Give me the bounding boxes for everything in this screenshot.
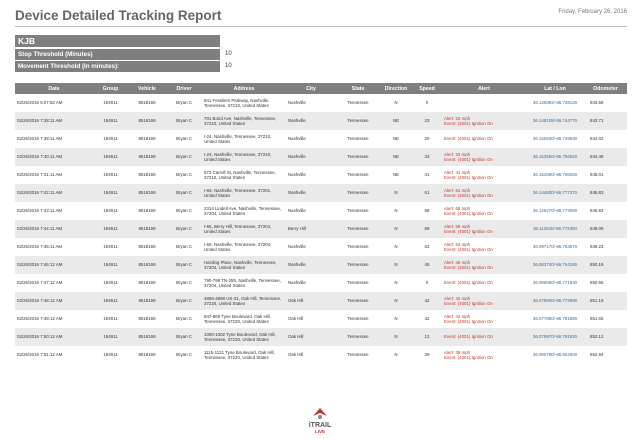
row-city: Nashville <box>288 280 306 286</box>
col-header: City <box>286 83 336 94</box>
row-group: 194911 <box>103 100 118 106</box>
header-divider <box>15 26 627 27</box>
row-address: 2314 Lindell Ave, Nashville, Tennessee, 37204, United States <box>204 205 282 216</box>
row-group: 194911 <box>103 244 118 250</box>
row-state: Tennessee <box>347 208 369 214</box>
table-row <box>15 256 627 274</box>
row-latlon-link[interactable]: 36.080790/-86.802000 <box>532 352 578 358</box>
row-speed: 39 <box>424 352 430 358</box>
row-latlon-link[interactable]: 36.112540/-86.772300 <box>526 220 584 238</box>
row-odometer: 850.19 <box>584 256 627 274</box>
row-address: 572 Carroll St, Nashville, Tennessee, 37210, United States <box>204 169 276 180</box>
alert-speed: Alert: 68 mph <box>444 205 471 211</box>
stop-threshold-value: 10 <box>225 51 232 57</box>
table-header-row <box>15 83 627 94</box>
col-header: Group <box>93 83 128 94</box>
row-group: 194911 <box>103 136 118 142</box>
row-city: Nashville <box>288 136 306 142</box>
row-city: Berry Hill <box>286 220 336 238</box>
row-vehicle: 8518169 <box>138 136 156 142</box>
row-state: Tennessee <box>336 292 380 310</box>
table-row <box>15 184 627 202</box>
row-alert <box>442 346 526 364</box>
row-group: 194911 <box>93 220 128 238</box>
row-city: Nashville <box>288 172 306 178</box>
row-speed: 42 <box>424 316 430 322</box>
row-odometer: 852.12 <box>584 328 627 346</box>
row-city: Nashville <box>286 112 336 130</box>
row-odometer: 843.71 <box>584 112 627 130</box>
svg-text:LIVE: LIVE <box>314 429 326 434</box>
report-title: Device Detailed Tracking Report <box>15 8 222 23</box>
alert-event: Event: (4001) Ignition On <box>444 211 493 216</box>
row-state: Tennessee <box>336 328 380 346</box>
row-latlon-link[interactable]: 36.077850/-86.781880 <box>532 316 578 322</box>
row-group: 194911 <box>103 172 118 178</box>
row-city: Oak Hill <box>286 292 336 310</box>
alert-speed: Alert: 33 mph <box>444 151 471 157</box>
row-alert <box>442 112 526 130</box>
row-vehicle: 8518169 <box>128 220 166 238</box>
row-date: 02/26/2016 7:40:11 AM <box>15 148 93 166</box>
table-row <box>15 130 627 148</box>
row-state: Tennessee <box>336 184 380 202</box>
alert-event: Event: (4001) Ignition On <box>444 334 493 340</box>
table-row <box>15 166 627 184</box>
row-alert <box>442 184 526 202</box>
row-speed: 63 <box>424 244 430 250</box>
row-driver: Bryan C <box>176 208 192 214</box>
row-group: 194911 <box>93 148 128 166</box>
row-date: 02/26/2016 7:42:11 AM <box>15 184 93 202</box>
row-date: 02/26/2016 7:51:12 AM <box>17 352 63 358</box>
alert-event: Event: (4001) Ignition On <box>444 136 493 142</box>
alert-event: Event: (4001) Ignition On <box>444 121 493 126</box>
row-address: Harding Place, Nashville, Tennessee, 37204, United States <box>202 256 286 274</box>
row-date: 02/26/2016 7:41:11 AM <box>17 172 63 178</box>
col-header: Date <box>15 83 93 94</box>
col-header: Odometer <box>584 83 627 94</box>
row-odometer: 844.46 <box>584 148 627 166</box>
alert-speed: Alert: 39 mph <box>444 349 471 355</box>
row-date: 02/26/2016 7:38:11 AM <box>15 112 93 130</box>
alert-speed: Alert: 41 mph <box>444 169 471 175</box>
row-alert <box>442 220 526 238</box>
row-direction: N <box>380 184 412 202</box>
row-odometer: 850.65 <box>590 280 604 286</box>
row-state: Tennessee <box>336 112 380 130</box>
row-address: 4868-4898 US-31, Oak Hill, Tennessee, 37220, United States <box>202 292 286 310</box>
table-row <box>15 238 627 256</box>
svg-text:iTRAIL: iTRAIL <box>308 422 332 429</box>
row-odometer: 845.01 <box>590 172 604 178</box>
row-direction: N <box>380 292 412 310</box>
alert-event: Event: (4001) Ignition On <box>444 229 493 234</box>
row-address: 841 Fessliers Parkway, Nashville, Tennessee, 37210, United States <box>204 97 270 108</box>
table-row <box>15 220 627 238</box>
row-address: I-65, Nashville, Tennessee, 37204, United States <box>204 241 272 252</box>
row-odometer: 849.23 <box>590 244 604 250</box>
row-vehicle: 8518169 <box>138 172 156 178</box>
row-address: 790-798 TN-255, Nashville, Tennessee, 37204, United States <box>204 277 281 288</box>
row-vehicle: 8518169 <box>128 112 166 130</box>
row-driver: Bryan C <box>166 256 202 274</box>
row-driver: Bryan C <box>176 100 192 106</box>
alert-event: Event: (4001) Ignition On <box>444 280 493 286</box>
row-driver: Bryan C <box>166 328 202 346</box>
table-row <box>15 94 627 112</box>
row-latlon-link[interactable]: 36.152660/-86.766260 <box>532 172 578 178</box>
row-state: Tennessee <box>336 220 380 238</box>
row-address: 847-869 Tyne Boulevard, Oak Hill, Tennessee, 37220, United States <box>204 313 271 324</box>
row-driver: Bryan C <box>166 148 202 166</box>
row-group: 194911 <box>103 280 118 286</box>
alert-event: Event: (4001) Ignition On <box>444 175 493 180</box>
row-driver: Bryan C <box>166 292 202 310</box>
row-vehicle: 8518169 <box>138 316 156 322</box>
row-latlon-link[interactable]: 36.097170/-86.763570 <box>532 244 578 250</box>
row-direction: N <box>394 352 398 358</box>
row-speed: 33 <box>412 148 442 166</box>
alert-speed: Alert: 63 mph <box>444 241 471 247</box>
row-date: 02/26/2016 7:50:12 AM <box>15 328 93 346</box>
row-address: I-65, Nashville, Tennessee, 37201, United States <box>202 184 286 202</box>
row-state: Tennessee <box>347 172 369 178</box>
table-row <box>15 274 627 292</box>
row-direction: N <box>394 244 398 250</box>
row-city: Oak Hill <box>286 328 336 346</box>
row-driver: Bryan C <box>166 112 202 130</box>
row-direction: NE <box>392 172 400 178</box>
row-odometer: 844.02 <box>590 136 604 142</box>
row-speed: 69 <box>412 220 442 238</box>
alert-event: Event: (4001) Ignition On <box>444 355 493 360</box>
row-date: 02/26/2016 7:48:12 AM <box>15 292 93 310</box>
row-latlon-link[interactable]: 36.079970/-86.791920 <box>526 328 584 346</box>
row-state: Tennessee <box>347 352 369 358</box>
row-vehicle: 8518169 <box>128 148 166 166</box>
row-odometer: 846.93 <box>590 208 604 214</box>
row-latlon-link[interactable]: 36.148108/-86.744770 <box>526 112 584 130</box>
row-state: Tennessee <box>336 148 380 166</box>
table-row <box>15 148 627 166</box>
row-city: Oak Hill <box>288 316 304 322</box>
row-date: 02/26/2016 7:47:12 AM <box>17 280 63 286</box>
row-direction: N <box>380 220 412 238</box>
col-header: Speed <box>412 83 442 94</box>
row-group: 194911 <box>93 292 128 310</box>
table-row <box>15 112 627 130</box>
row-group: 194911 <box>103 352 118 358</box>
row-address: I-24, Nashville, Tennessee, 37210, United States <box>202 148 286 166</box>
col-header: Direction <box>380 83 412 94</box>
row-direction: N <box>394 208 398 214</box>
col-header: Address <box>202 83 286 94</box>
row-state: Tennessee <box>347 244 369 250</box>
row-speed: 41 <box>424 172 430 178</box>
row-speed: 0 <box>425 100 429 106</box>
row-driver: Bryan C <box>176 244 192 250</box>
row-speed: 23 <box>412 112 442 130</box>
row-alert <box>442 238 526 256</box>
row-alert <box>442 130 526 148</box>
alert-event: Event: (4001) Ignition On <box>444 193 493 198</box>
row-address: I-65, Berry Hill, Tennessee, 37204, United States <box>202 220 286 238</box>
row-state: Tennessee <box>347 280 369 286</box>
row-driver: Bryan C <box>176 280 192 286</box>
row-state: Tennessee <box>347 136 369 142</box>
row-vehicle: 8518169 <box>128 292 166 310</box>
row-speed: 45 <box>412 256 442 274</box>
row-speed: 68 <box>424 208 430 214</box>
row-vehicle: 8518169 <box>138 100 156 106</box>
report-header <box>15 8 627 26</box>
row-vehicle: 8518169 <box>128 184 166 202</box>
row-city: Nashville <box>288 244 306 250</box>
row-vehicle: 8518169 <box>138 352 156 358</box>
row-speed: 61 <box>412 184 442 202</box>
stop-threshold-label: Stop Threshold (Minutes) <box>15 49 220 60</box>
col-header: Lat / Lon <box>526 83 584 94</box>
row-date: 02/26/2016 7:39:11 AM <box>17 136 63 142</box>
alert-event: Event: (4001) Ignition On <box>444 247 493 252</box>
alert-event: Event: (4001) Ignition On <box>444 157 493 162</box>
row-city: Nashville <box>286 148 336 166</box>
table-row <box>15 202 627 220</box>
row-driver: Bryan C <box>176 352 192 358</box>
row-odometer: 851.65 <box>590 316 604 322</box>
row-state: Tennessee <box>347 100 369 106</box>
row-vehicle: 8518169 <box>128 256 166 274</box>
row-city: Nashville <box>288 208 306 214</box>
col-header: Driver <box>166 83 202 94</box>
row-odometer: 848.09 <box>584 220 627 238</box>
row-date: 02/26/2016 7:46:12 AM <box>15 256 93 274</box>
device-info <box>15 35 245 72</box>
col-header: Alert <box>442 83 526 94</box>
row-direction: NE <box>392 136 400 142</box>
row-driver: Bryan C <box>166 184 202 202</box>
alert-event: Event: (4001) Ignition On <box>444 319 493 324</box>
row-latlon-link[interactable]: 36.135992/-86.748130 <box>532 100 578 106</box>
row-odometer: 852.94 <box>590 352 604 358</box>
row-direction: NE <box>380 148 412 166</box>
row-latlon-link[interactable]: 36.078600/-86.772990 <box>526 292 584 310</box>
row-vehicle: 8518169 <box>138 244 156 250</box>
row-group: 194911 <box>93 112 128 130</box>
row-latlon-link[interactable]: 36.128270/-86.773080 <box>532 208 578 214</box>
report-date: Friday, February 26, 2016 <box>558 9 627 15</box>
col-header: Vehicle <box>128 83 166 94</box>
row-alert <box>442 202 526 220</box>
row-alert <box>442 94 526 112</box>
row-date: 02/26/2016 6:07:52 AM <box>17 100 63 106</box>
row-city: Nashville <box>286 184 336 202</box>
row-direction: N <box>394 280 398 286</box>
alert-event: Event: (4001) Ignition On <box>444 265 493 270</box>
row-date: 02/26/2016 7:49:12 AM <box>17 316 63 322</box>
row-latlon-link[interactable]: 36.150630/-86.749530 <box>532 136 578 142</box>
alert-speed: Alert: 61 mph <box>444 187 471 193</box>
row-group: 194911 <box>93 328 128 346</box>
row-address: 1000-1002 Tyne Boulevard, Oak Hill, Tennessee, 37220, United States <box>202 328 286 346</box>
movement-threshold-value: 10 <box>225 63 232 69</box>
row-direction: NE <box>380 112 412 130</box>
alert-speed: Alert: 42 mph <box>444 295 471 301</box>
alert-speed: Alert: 42 mph <box>444 313 471 319</box>
device-name: KJB <box>15 35 220 47</box>
row-vehicle: 8518169 <box>138 280 156 286</box>
table-row <box>15 346 627 364</box>
row-group: 194911 <box>93 256 128 274</box>
row-latlon-link[interactable]: 36.083740/-86.764190 <box>526 256 584 274</box>
table-row <box>15 310 627 328</box>
row-speed: 20 <box>424 136 430 142</box>
row-alert <box>442 148 526 166</box>
row-latlon-link[interactable]: 36.144830/-86.777370 <box>526 184 584 202</box>
row-direction: N <box>380 256 412 274</box>
row-latlon-link[interactable]: 36.086580/-86.771830 <box>532 280 578 286</box>
row-city: Nashville <box>288 100 306 106</box>
table-row <box>15 328 627 346</box>
row-address: 701 Bond Ave, Nashville, Tennessee, 37210, United States <box>202 112 286 130</box>
col-header: State <box>336 83 380 94</box>
row-group: 194911 <box>103 208 118 214</box>
tracking-table <box>15 83 627 364</box>
row-group: 194911 <box>103 316 118 322</box>
alert-speed: Alert: 69 mph <box>444 223 471 229</box>
row-alert <box>442 292 526 310</box>
alert-event: Event: (4001) Ignition On <box>444 301 493 306</box>
table-row <box>15 292 627 310</box>
row-date: 02/26/2016 7:43:11 AM <box>17 208 63 214</box>
row-city: Nashville <box>286 256 336 274</box>
row-state: Tennessee <box>347 316 369 322</box>
row-alert <box>442 166 526 184</box>
row-latlon-link[interactable]: 36.153550/-86.756520 <box>526 148 584 166</box>
row-address: I-24, Nashville, Tennessee, 37210, United States <box>204 133 272 144</box>
row-state: Tennessee <box>336 256 380 274</box>
row-city: Oak Hill <box>288 352 304 358</box>
row-driver: Bryan C <box>176 172 192 178</box>
row-driver: Bryan C <box>166 220 202 238</box>
row-vehicle: 8518169 <box>138 208 156 214</box>
row-alert <box>442 310 526 328</box>
row-alert <box>442 274 526 292</box>
movement-threshold-label: Movement Threshold (In minutes): <box>15 61 220 72</box>
row-driver: Bryan C <box>176 136 192 142</box>
row-direction: N <box>380 328 412 346</box>
row-date: 02/26/2016 7:45:11 AM <box>17 244 63 250</box>
alert-speed: Alert: 45 mph <box>444 259 471 265</box>
row-driver: Bryan C <box>176 316 192 322</box>
row-date: 02/26/2016 7:44:11 AM <box>15 220 93 238</box>
row-odometer: 843.58 <box>590 100 604 106</box>
row-alert <box>442 256 526 274</box>
row-group: 194911 <box>93 184 128 202</box>
row-direction: N <box>394 100 398 106</box>
row-odometer: 845.83 <box>584 184 627 202</box>
row-direction: N <box>394 316 398 322</box>
row-speed: 42 <box>412 292 442 310</box>
row-vehicle: 8518169 <box>128 328 166 346</box>
row-alert <box>442 328 526 346</box>
row-odometer: 851.19 <box>584 292 627 310</box>
row-speed: 0 <box>425 280 429 286</box>
alert-speed: Alert: 23 mph <box>444 115 471 121</box>
row-address: 1115-1121 Tyne Boulevard, Oak Hill, Tennessee, 37220, United States <box>204 349 275 360</box>
row-speed: 13 <box>412 328 442 346</box>
itrail-live-logo <box>307 406 333 434</box>
